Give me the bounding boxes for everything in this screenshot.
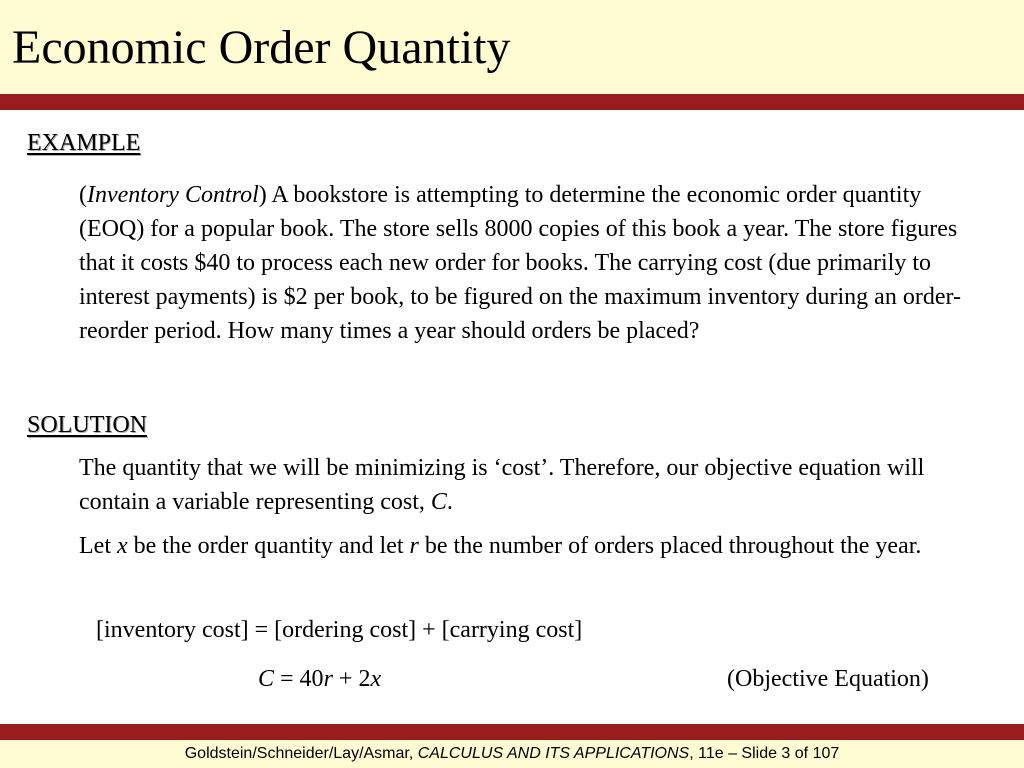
example-heading: EXAMPLE — [27, 130, 141, 156]
r-variable: r — [409, 533, 419, 559]
order-quantity-text: be the order quantity and let — [127, 533, 410, 559]
example-paragraph — [79, 178, 989, 348]
example-text: ) A bookstore is attempting to determine the economic order quantity (EOQ) for a popular book. The store sells 8000 copies of this book a year. The store figures that it costs $40 to process each new order for books. The carrying cost (due primarily to interest payments) is $2 per book, to be figured on the maximum inventory during an order-reorder period. How many times a year should orders be placed? — [79, 182, 961, 344]
footer-book-title: CALCULUS AND ITS APPLICATIONS — [417, 745, 690, 762]
eq-lhs: C — [258, 666, 275, 692]
solution-text-1: The quantity that we will be minimizing is ‘cost’. Therefore, our objective equation will contain a variable representing cost, — [79, 455, 925, 515]
solution-heading: SOLUTION — [27, 412, 147, 438]
let-text: Let — [79, 533, 117, 559]
eq-x: x — [370, 666, 382, 692]
slide-title: Economic Order Quantity — [12, 21, 511, 74]
footer-slide-number: , 11e – Slide 3 of 107 — [689, 745, 840, 762]
word-equation: [inventory cost] = [ordering cost] + [carrying cost] — [96, 617, 583, 643]
cost-variable: C — [430, 489, 447, 515]
solution-text-1-end: . — [446, 489, 453, 515]
objective-equation-note: (Objective Equation) — [727, 666, 929, 692]
eq-plus-2: + 2 — [332, 666, 371, 692]
footer-authors: Goldstein/Schneider/Lay/Asmar, — [184, 745, 418, 762]
inventory-control-label: Inventory Control — [87, 182, 259, 208]
footer-divider — [0, 724, 1024, 740]
eq-r: r — [323, 666, 333, 692]
footer — [0, 740, 1024, 768]
paren-open: ( — [79, 182, 87, 208]
solution-paragraph-1 — [79, 451, 989, 519]
orders-count-text: be the number of orders placed throughout the year. — [418, 533, 922, 559]
solution-paragraph-2 — [79, 529, 989, 563]
x-variable: x — [116, 533, 128, 559]
title-divider — [0, 94, 1024, 110]
eq-equals-40: = 40 — [274, 666, 324, 692]
objective-equation — [258, 664, 381, 694]
